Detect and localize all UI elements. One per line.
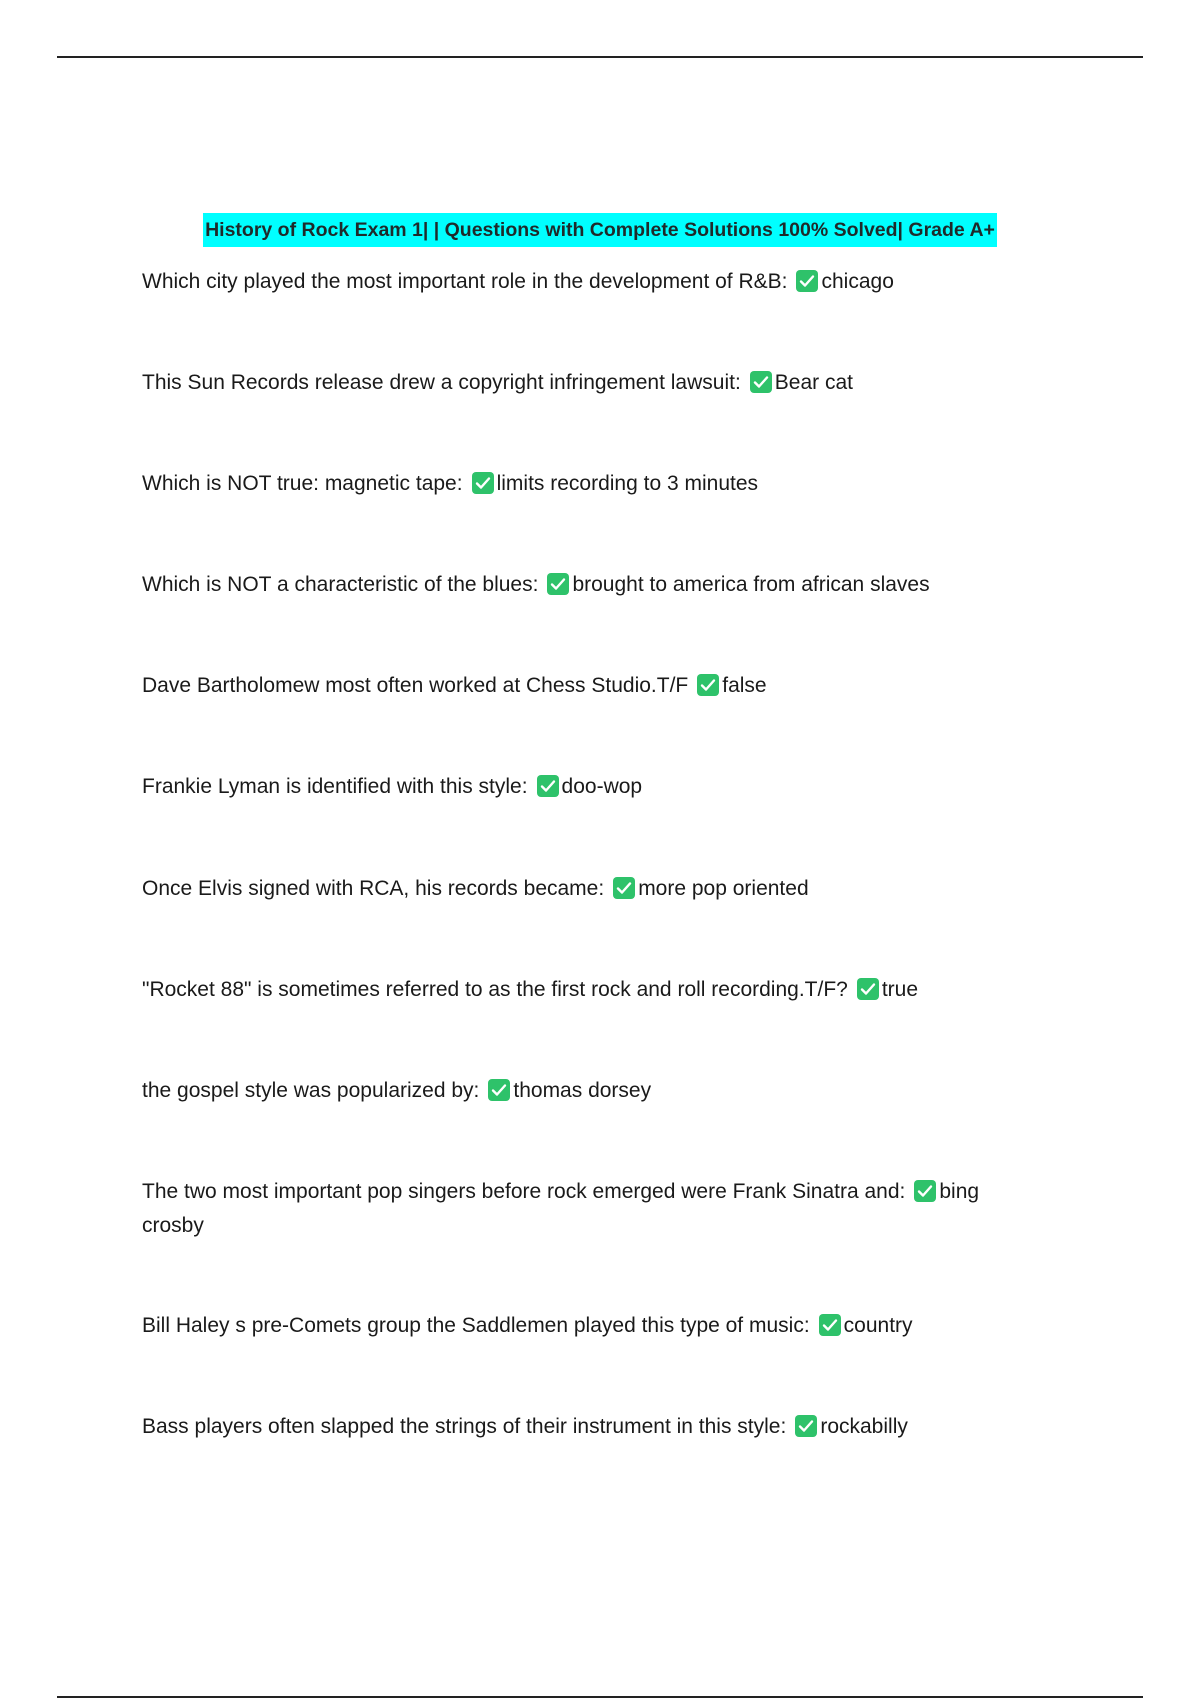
qa-item-11 — [142, 1309, 1022, 1343]
qa-item-8 — [142, 973, 1022, 1007]
question-text: the gospel style was popularized by: — [142, 1079, 480, 1102]
answer-text: true — [881, 978, 919, 1001]
question-text: Bass players often slapped the strings of their instrument in this style: — [142, 1415, 787, 1438]
question-text: This Sun Records release drew a copyright infringement lawsuit: — [142, 371, 741, 394]
check-mark-icon — [537, 775, 559, 797]
check-mark-icon — [857, 978, 879, 1000]
qa-item-10 — [142, 1175, 1022, 1243]
question-text: Once Elvis signed with RCA, his records became: — [142, 877, 605, 900]
qa-item-9 — [142, 1074, 1022, 1108]
answer-text: false — [722, 674, 767, 697]
check-mark-icon — [795, 1415, 817, 1437]
check-mark-icon — [796, 270, 818, 292]
question-text: The two most important pop singers before rock emerged were Frank Sinatra and: — [142, 1180, 906, 1203]
qa-item-1 — [142, 265, 1022, 299]
top-divider — [57, 56, 1143, 58]
qa-item-6 — [142, 770, 1022, 804]
document-title: History of Rock Exam 1| | Questions with Complete Solutions 100% Solved| Grade A+ — [203, 213, 997, 247]
question-text: Which city played the most important role in the development of R&B: — [142, 270, 788, 293]
question-text: Frankie Lyman is identified with this style: — [142, 775, 528, 798]
answer-text: thomas dorsey — [513, 1079, 652, 1102]
qa-item-7 — [142, 872, 1022, 906]
question-text: Bill Haley s pre-Comets group the Saddlemen played this type of music: — [142, 1314, 810, 1337]
check-mark-icon — [750, 371, 772, 393]
answer-text: more pop oriented — [638, 877, 809, 900]
check-mark-icon — [914, 1180, 936, 1202]
question-text: Dave Bartholomew most often worked at Chess Studio.T/F — [142, 674, 689, 697]
question-text: Which is NOT a characteristic of the blues: — [142, 573, 539, 596]
answer-text: chicago — [821, 270, 894, 293]
qa-item-2 — [142, 366, 1022, 400]
check-mark-icon — [472, 472, 494, 494]
qa-item-4 — [142, 568, 1022, 602]
answer-text: bing crosby — [142, 1180, 980, 1237]
answer-text: rockabilly — [820, 1415, 908, 1438]
check-mark-icon — [488, 1079, 510, 1101]
qa-item-5 — [142, 669, 1022, 703]
answer-text: country — [843, 1314, 913, 1337]
check-mark-icon — [819, 1314, 841, 1336]
qa-item-12 — [142, 1410, 1022, 1444]
answer-text: doo-wop — [561, 775, 643, 798]
question-text: Which is NOT true: magnetic tape: — [142, 472, 463, 495]
question-text: "Rocket 88" is sometimes referred to as the first rock and roll recording.T/F? — [142, 978, 848, 1001]
bottom-divider — [57, 1696, 1143, 1698]
answer-text: limits recording to 3 minutes — [496, 472, 759, 495]
check-mark-icon — [547, 573, 569, 595]
check-mark-icon — [613, 877, 635, 899]
check-mark-icon — [697, 674, 719, 696]
answer-text: Bear cat — [774, 371, 853, 394]
qa-item-3 — [142, 467, 1022, 501]
answer-text: brought to america from african slaves — [572, 573, 930, 596]
title-container — [0, 213, 1200, 247]
